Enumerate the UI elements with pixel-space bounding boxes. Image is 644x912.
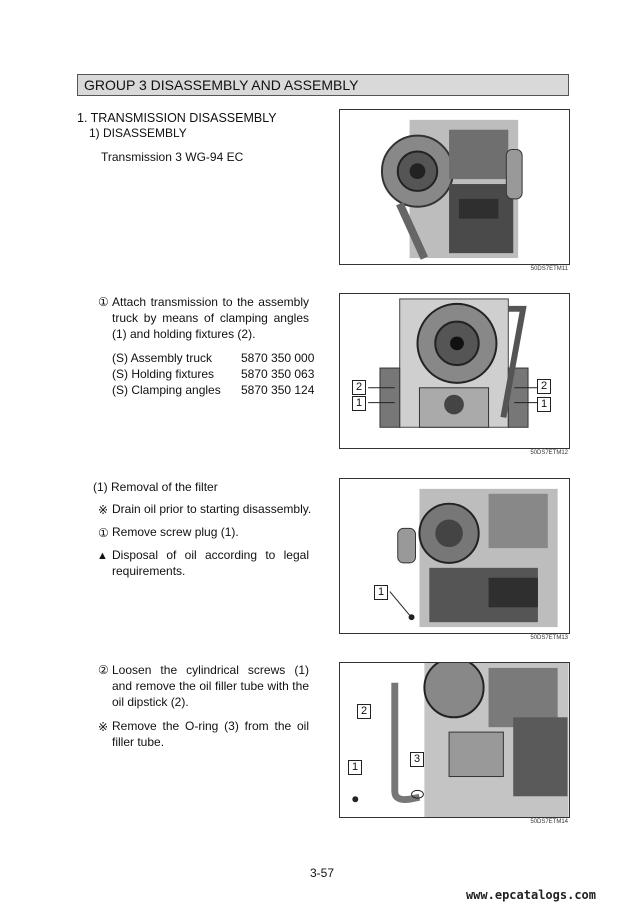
note-mark: ※ [98, 503, 109, 517]
figure-code-2: 50DS7ETM12 [530, 450, 568, 456]
spec-value: 5870 350 000 [241, 351, 315, 365]
step2-note-mark: ※ [98, 720, 109, 734]
transmission-illustration-1 [340, 110, 569, 264]
callout-1: 1 [374, 585, 388, 600]
spec-value: 5870 350 124 [241, 383, 315, 397]
figure-transmission-2 [339, 293, 570, 449]
transmission-illustration-2 [340, 294, 569, 448]
group-header [77, 74, 569, 96]
spec-row [112, 382, 314, 398]
transmission-model: Transmission 3 WG-94 EC [101, 150, 244, 164]
callout-2: 2 [357, 704, 371, 719]
section-title: 1. TRANSMISSION DISASSEMBLY [77, 111, 277, 125]
spec-row [112, 350, 314, 366]
step1-marker: ① [98, 295, 109, 309]
filter-note: Drain oil prior to starting disassembly. [112, 502, 312, 516]
step2-text: Loosen the cylindrical screws (1) and remove the oil filler tube with the oil dipstick (2). [112, 663, 309, 709]
step-marker: ① [98, 526, 109, 540]
filter-step: Remove screw plug (1). [112, 525, 239, 539]
figure-transmission-1 [339, 109, 570, 265]
spec-label: (S) Holding fixtures [112, 367, 215, 381]
footer-url: www.epcatalogs.com [465, 888, 596, 902]
step2-marker: ② [98, 663, 109, 677]
callout-3: 3 [410, 752, 424, 767]
callout-1: 1 [348, 760, 362, 775]
callout-2-left: 2 [352, 380, 366, 395]
filter-heading: (1) Removal of the filter [93, 480, 218, 494]
figure-transmission-4 [339, 662, 570, 818]
callout-1-left: 1 [352, 396, 366, 411]
spec-row [112, 366, 314, 382]
filter-warning: Disposal of oil according to legal requirements. [112, 548, 309, 578]
step2-note: Remove the O-ring (3) from the oil filler tube. [112, 719, 309, 749]
page-number: 3-57 [309, 866, 335, 880]
figure-code-1: 50DS7ETM11 [530, 266, 568, 272]
section-subtitle: 1) DISASSEMBLY [89, 126, 187, 140]
spec-value: 5870 350 063 [241, 367, 315, 381]
figure-code-4: 50DS7ETM14 [530, 819, 568, 825]
spec-label: (S) Clamping angles [112, 383, 221, 397]
warning-icon: ▲ [97, 550, 108, 562]
spec-label: (S) Assembly truck [112, 351, 213, 365]
step1-text: Attach transmission to the assembly truck by means of clamping angles (1) and holding fixtures (2). [112, 295, 309, 341]
figure-code-3: 50DS7ETM13 [530, 635, 568, 641]
step1-spec-table [112, 350, 314, 398]
group-title: GROUP 3 DISASSEMBLY AND ASSEMBLY [84, 77, 359, 93]
callout-1-right: 1 [537, 397, 551, 412]
figure-transmission-3 [339, 478, 570, 634]
transmission-illustration-4 [340, 663, 569, 817]
transmission-illustration-3 [340, 479, 569, 633]
callout-2-right: 2 [537, 379, 551, 394]
